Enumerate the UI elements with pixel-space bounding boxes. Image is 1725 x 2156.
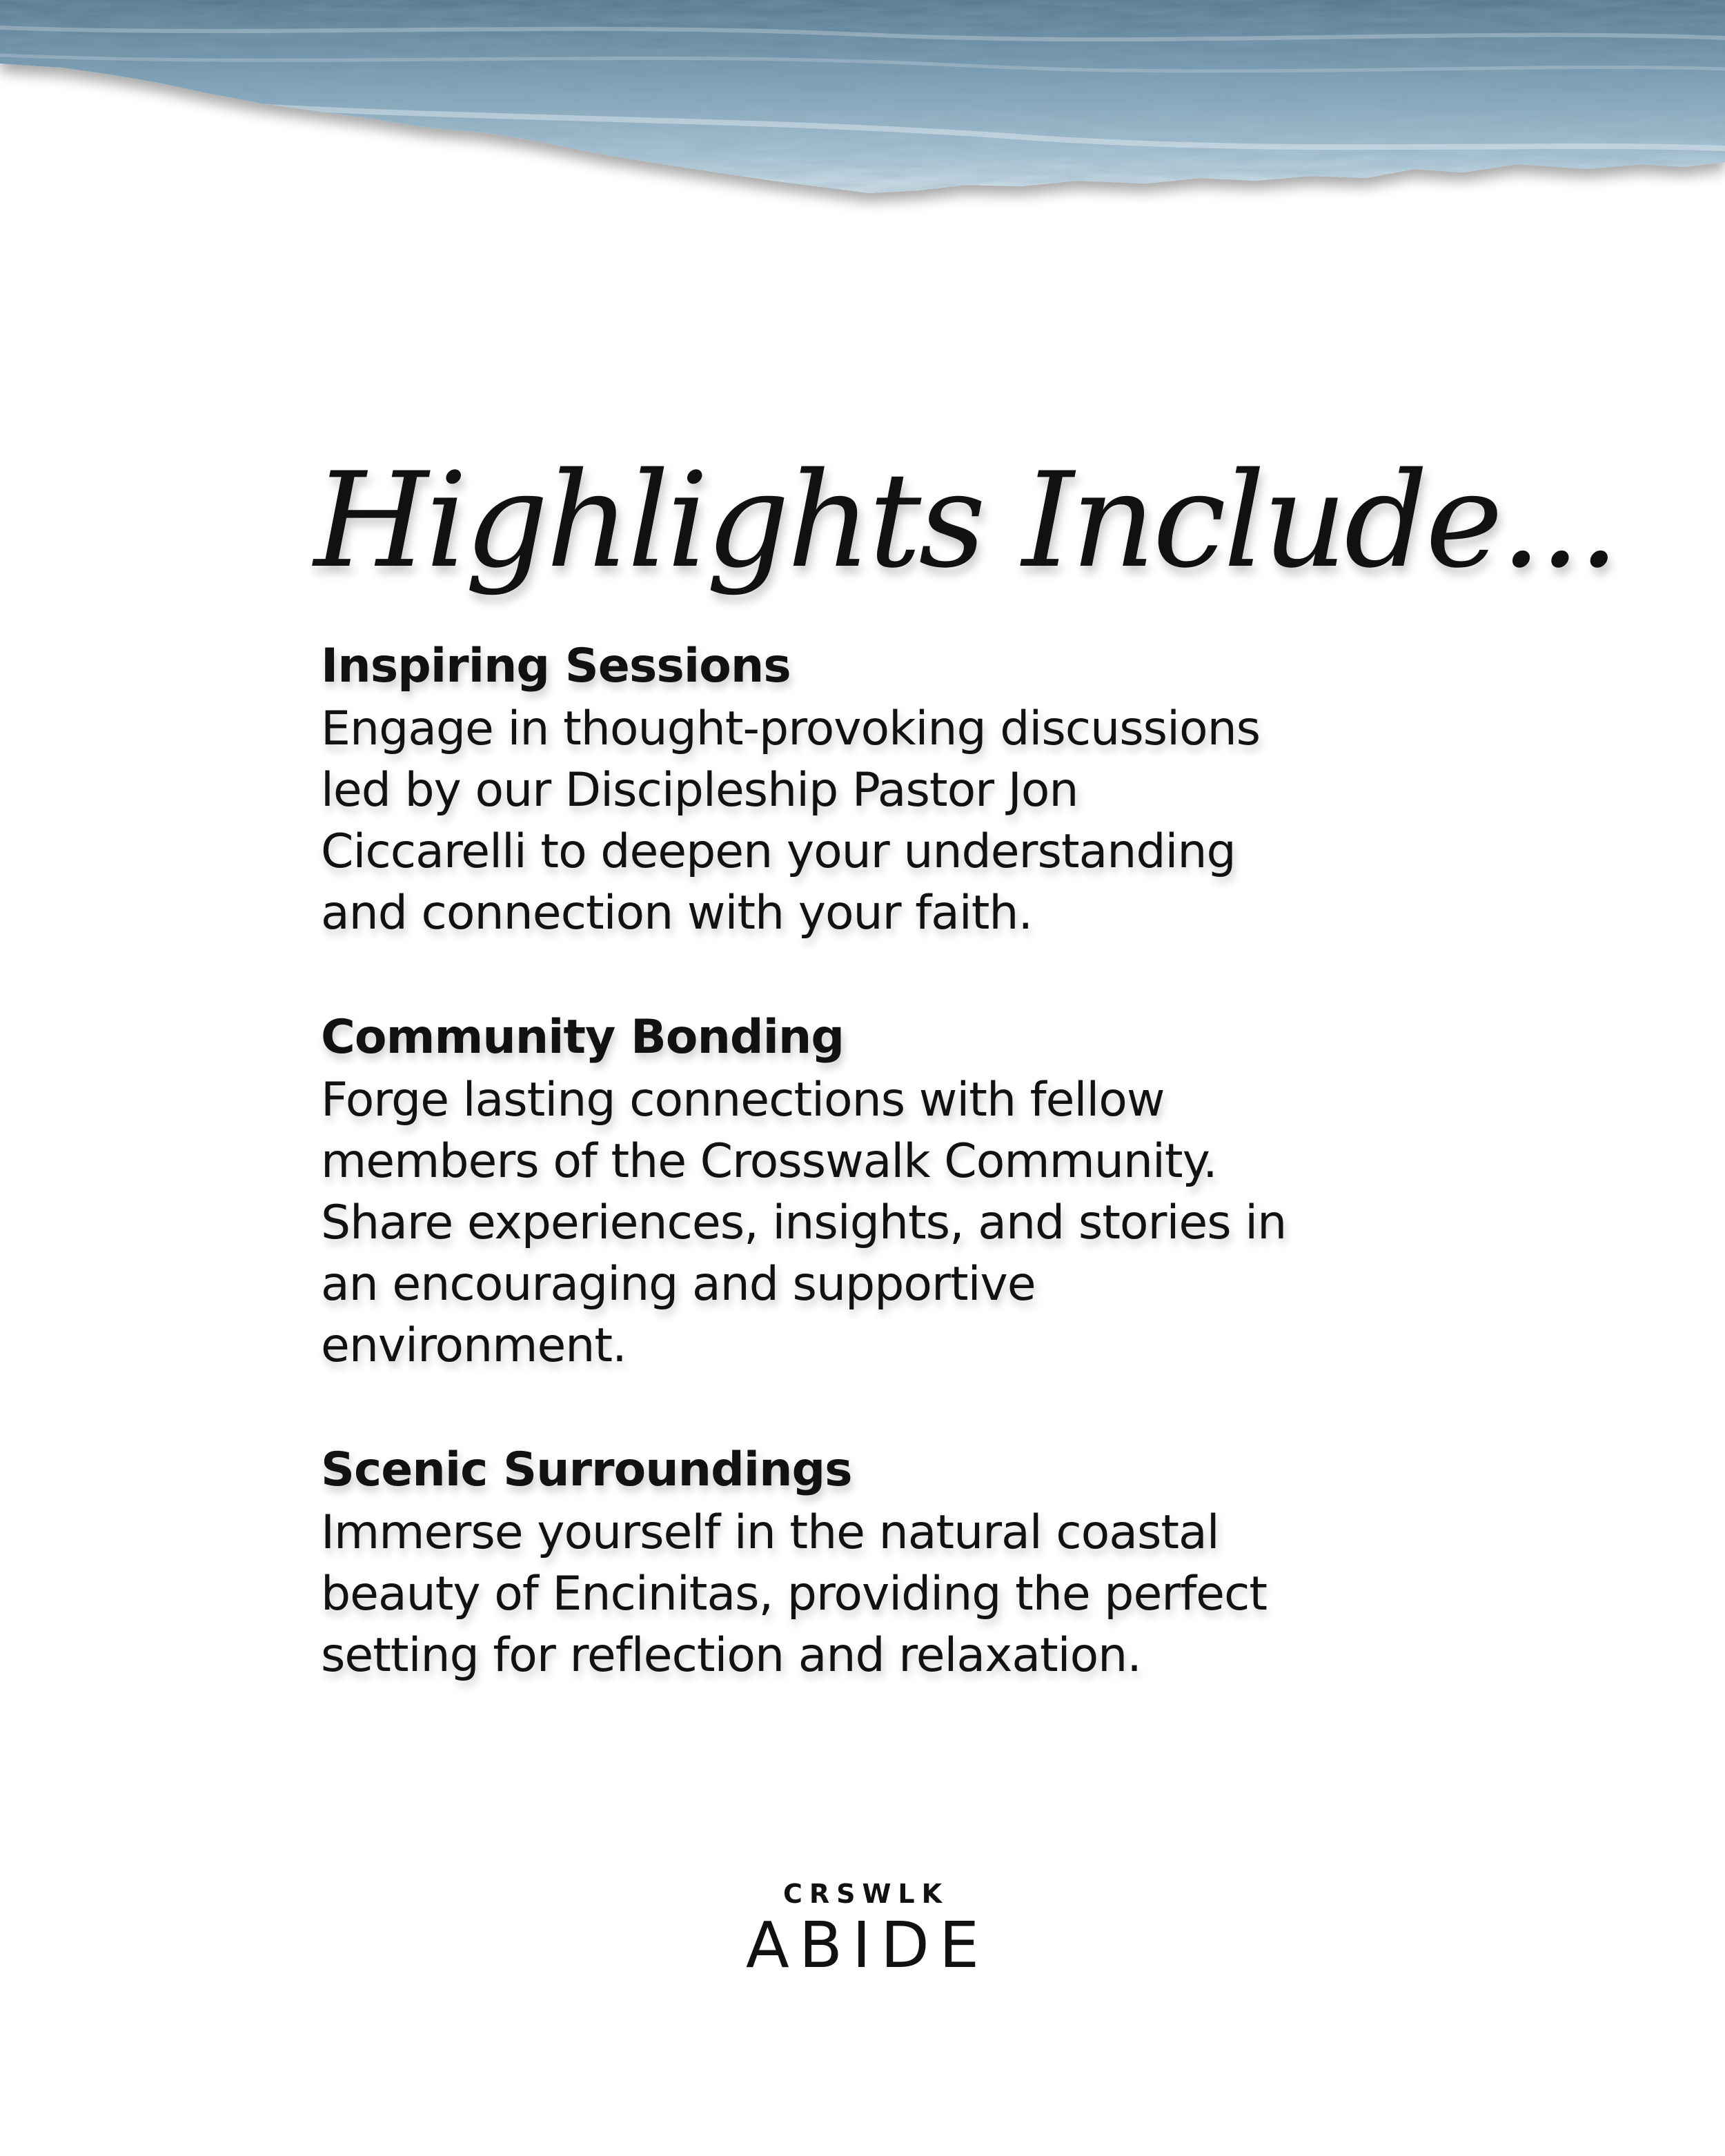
headline: Highlights Include...	[314, 444, 1617, 597]
ocean-torn-paper-banner	[0, 0, 1725, 221]
section-community-bonding	[321, 1006, 1425, 1376]
section-inspiring-sessions	[321, 635, 1425, 944]
logo-top-text: CRSWLK	[782, 1879, 949, 1909]
section-title: Community Bonding	[321, 1010, 844, 1065]
crswlk-abide-logo	[724, 1877, 1000, 1980]
section-body: Engage in thought-provoking discussions led by our Discipleship Pastor Jon Ciccarelli to deepen your understanding and connection with your faith.	[321, 702, 1261, 940]
section-title: Inspiring Sessions	[321, 639, 791, 693]
logo-bottom-text: ABIDE	[745, 1908, 989, 1982]
highlights-list	[321, 635, 1425, 1748]
section-title: Scenic Surroundings	[321, 1443, 852, 1497]
section-body: Forge lasting connections with fellow members of the Crosswalk Community. Share experiences, insights, and stories in an encouraging and supportive environment.	[321, 1073, 1287, 1373]
section-body: Immerse yourself in the natural coastal beauty of Encinitas, providing the perfect setting for reflection and relaxation.	[321, 1505, 1268, 1683]
section-scenic-surroundings	[321, 1438, 1425, 1686]
